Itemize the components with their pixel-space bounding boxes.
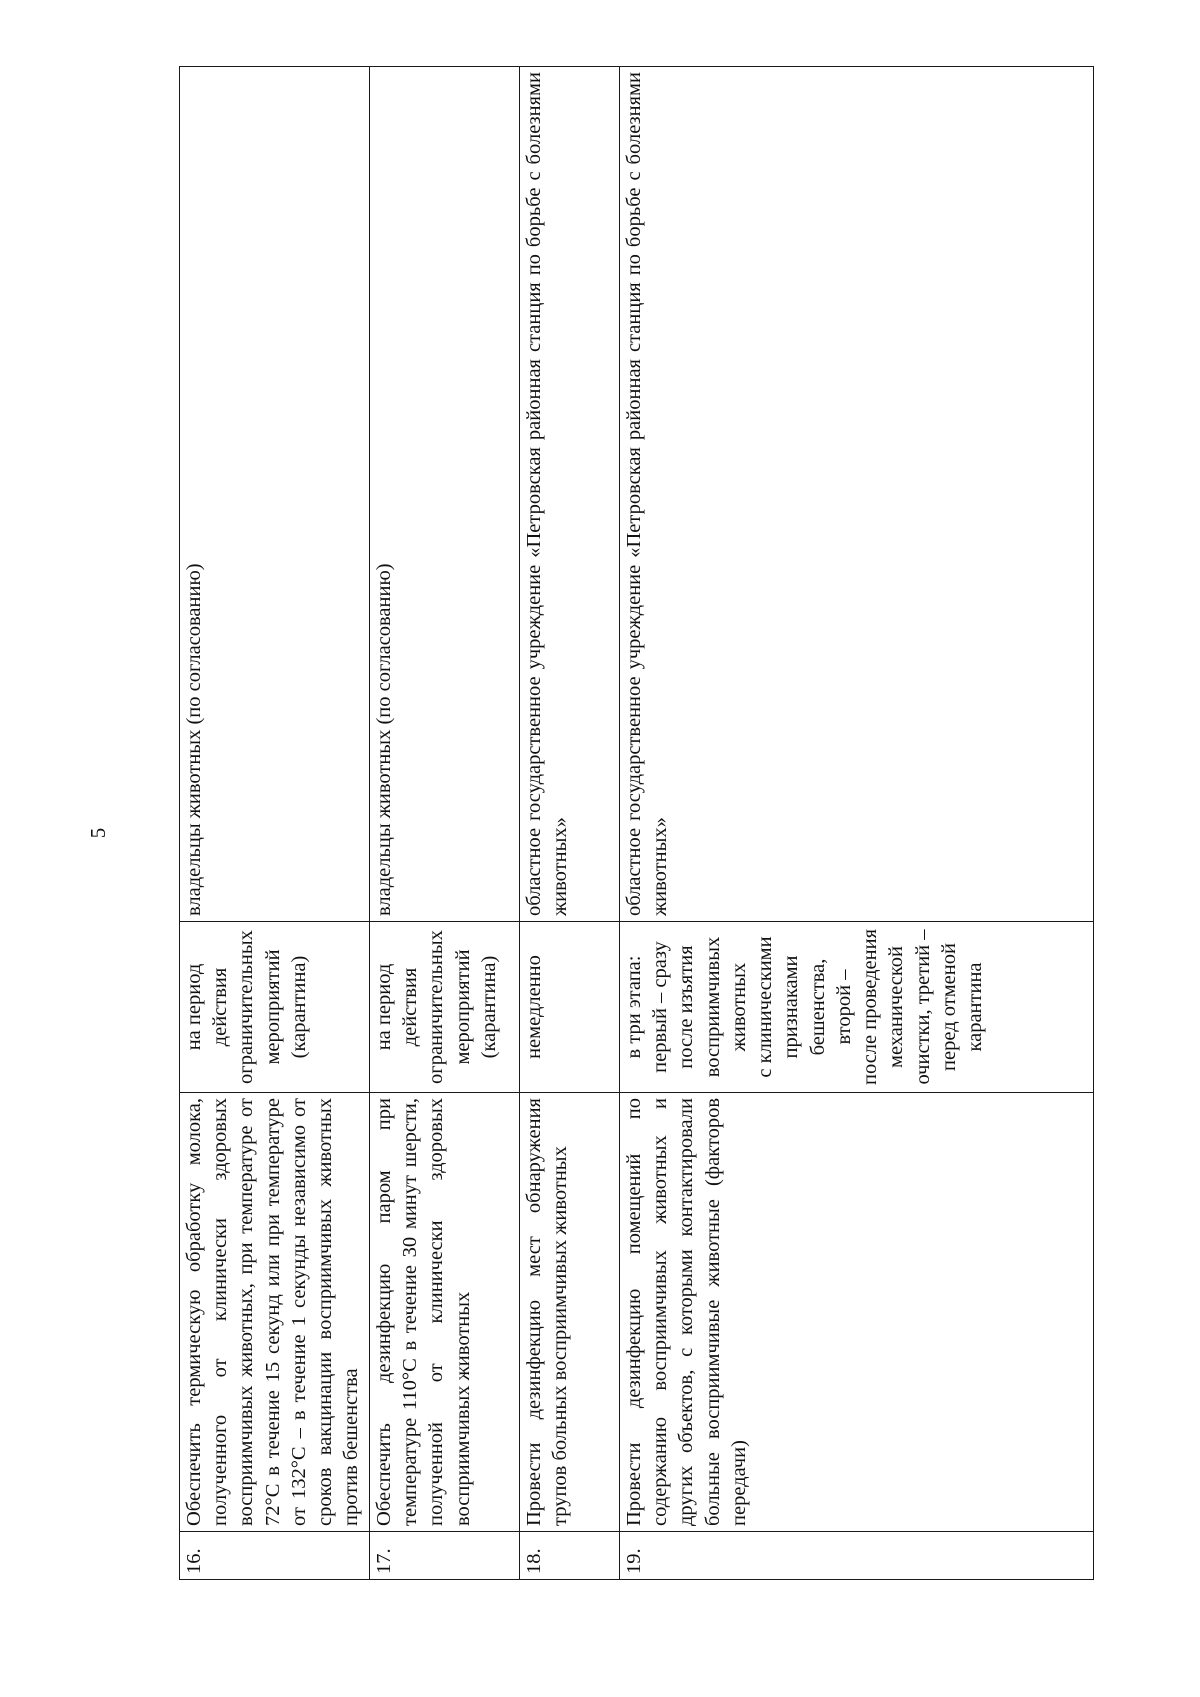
term-cell [620, 922, 1094, 1093]
term-line: ограничительных [425, 930, 448, 1084]
term-line: очистки, третий – [911, 929, 934, 1085]
term-line: животных [727, 962, 750, 1052]
term-line: мероприятий [451, 949, 474, 1065]
table-row [520, 67, 620, 1580]
responsible-cell: владельцы животных (по согласованию) [180, 67, 370, 922]
term-cell [180, 922, 370, 1093]
term-cell [370, 922, 520, 1093]
action-cell: Обеспечить термическую обработку молока, полученного от клинически здоровых восприимчивых животных, при температуре от 72°С в течение 15 секунд или при температуре от 132°С – в течение 1 секунды независимо от сроков вакцинации восприимчивых животных против бешенства [180, 1093, 370, 1532]
term-line: перед отменой [937, 943, 960, 1071]
term-line: признаками [780, 955, 803, 1059]
term-line: второй – [832, 969, 855, 1045]
term-line: (карантина) [477, 955, 500, 1059]
action-cell: Провести дезинфекцию мест обнаружения трупов больных восприимчивых животных [520, 1093, 620, 1532]
row-number: 19. [620, 1532, 1094, 1580]
term-line: первый – сразу [649, 941, 672, 1073]
term-line: мероприятий [261, 949, 284, 1065]
row-number: 16. [180, 1532, 370, 1580]
page-number: 5 [86, 827, 110, 839]
responsible-cell: владельцы животных (по согласованию) [370, 67, 520, 922]
term-line: с клиническими [754, 936, 777, 1078]
term-line: действия [209, 967, 232, 1047]
term-line: в три этапа: [623, 955, 645, 1059]
table-row [620, 67, 1094, 1580]
responsible-cell: областное государственное учреждение «Петровская районная станция по борьбе с болезнями животных» [520, 67, 620, 922]
table-row [370, 67, 520, 1580]
term-cell [520, 922, 620, 1093]
action-cell: Провести дезинфекцию помещений по содержанию восприимчивых животных и других объектов, с которыми контактировали больные восприимчивые животные (факторов передачи) [620, 1093, 1094, 1532]
term-line: немедленно [523, 955, 545, 1059]
term-line: восприимчивых [701, 936, 724, 1078]
term-line: на период [183, 963, 205, 1051]
term-line: действия [399, 967, 422, 1047]
measures-table-container [179, 67, 1093, 1580]
term-line: карантина [964, 962, 987, 1052]
term-line: после изъятия [675, 945, 698, 1069]
term-line: механической [885, 946, 908, 1068]
row-number: 17. [370, 1532, 520, 1580]
term-line: ограничительных [235, 930, 258, 1084]
term-line: бешенства, [806, 958, 829, 1056]
row-number: 18. [520, 1532, 620, 1580]
measures-table [179, 66, 1094, 1580]
term-line: (карантина) [287, 955, 310, 1059]
term-line: после проведения [859, 928, 882, 1086]
table-row [180, 67, 370, 1580]
responsible-cell: областное государственное учреждение «Петровская районная станция по борьбе с болезнями животных» [620, 67, 1094, 922]
term-line: на период [373, 963, 395, 1051]
action-cell: Обеспечить дезинфекцию паром при температуре 110°С в течение 30 минут шерсти, полученной от клинически здоровых восприимчивых животных [370, 1093, 520, 1532]
